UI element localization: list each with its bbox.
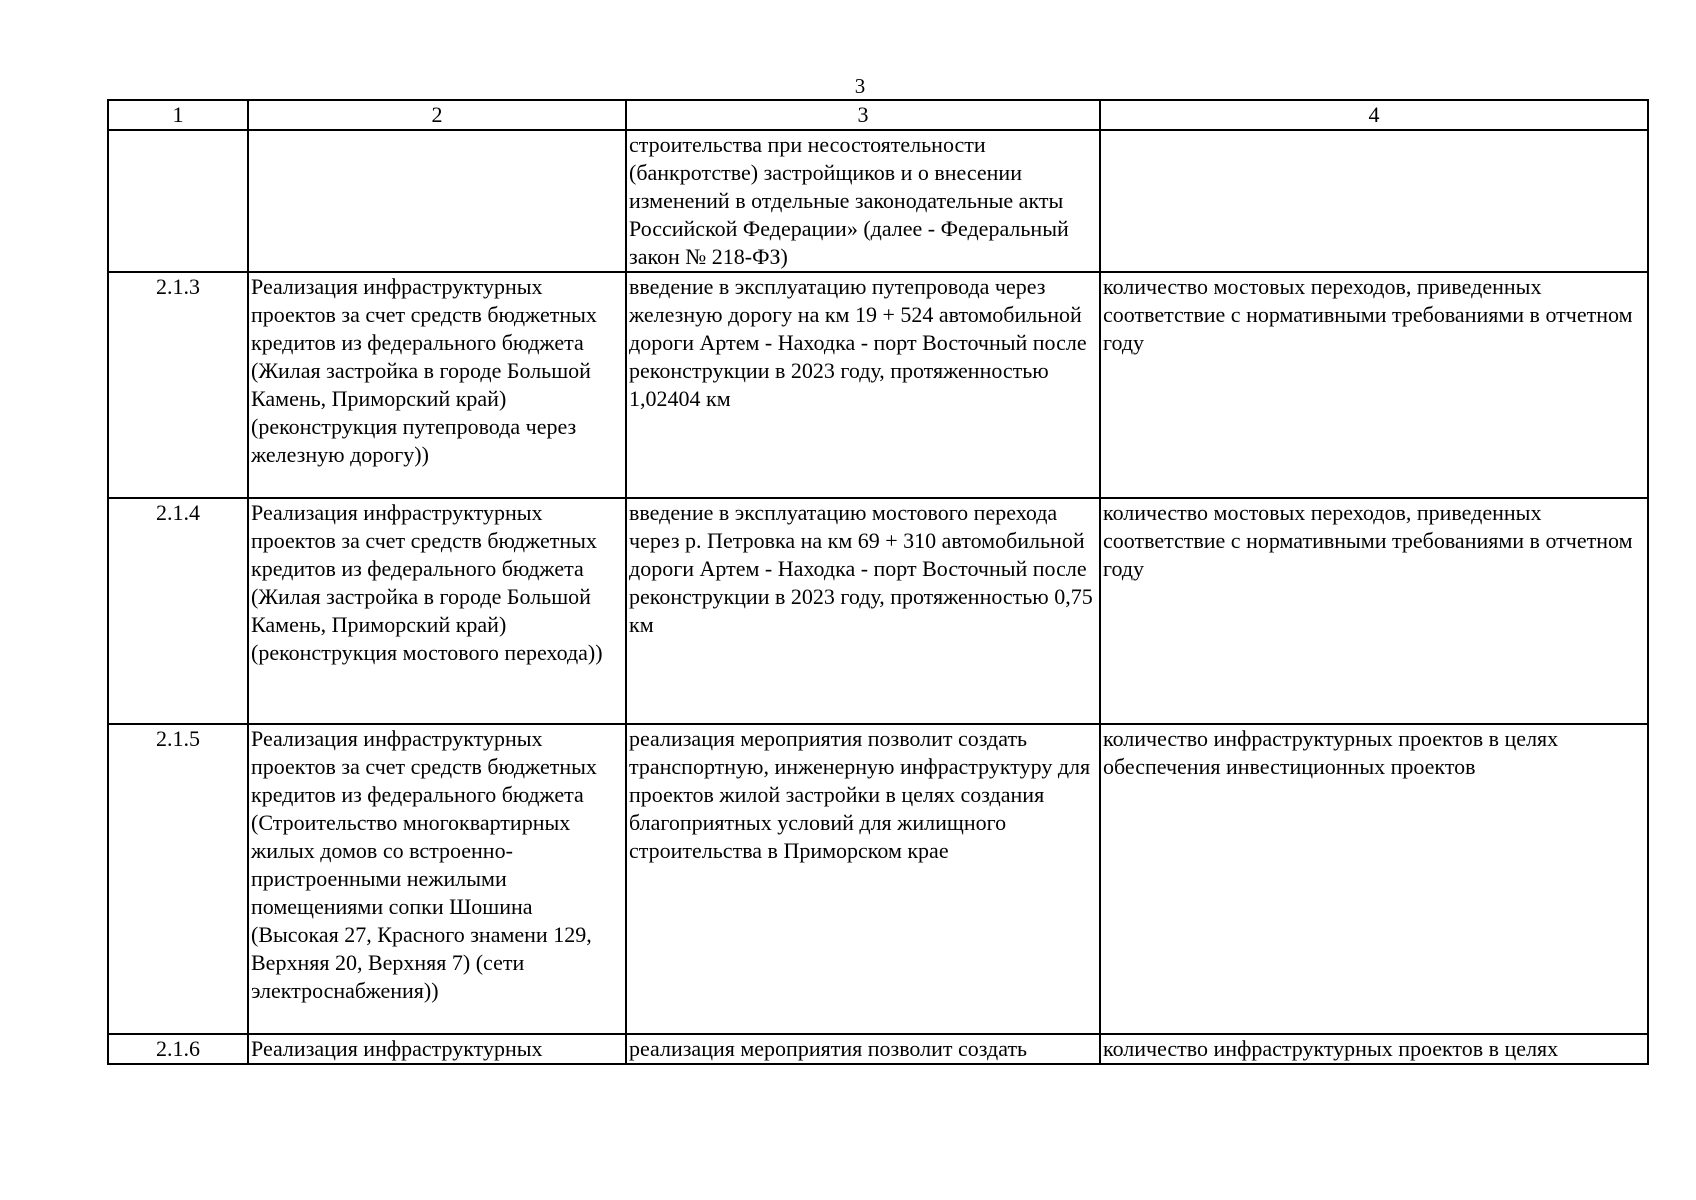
- measure-indicator: количество мостовых переходов, приведенных соответствие с нормативными требованиями в отчетном году: [1100, 498, 1648, 724]
- table-row: [108, 724, 1648, 1034]
- column-header-3: 3: [626, 100, 1100, 130]
- measure-result: введение в эксплуатацию путепровода через железную дорогу на км 19 + 524 автомобильной дороги Артем - Находка - порт Восточный после реконструкции в 2023 году, протяженностью 1,02404 км: [626, 272, 1100, 498]
- table-row: [108, 272, 1648, 498]
- measure-indicator: [1100, 130, 1648, 272]
- row-number: 2.1.5: [108, 724, 248, 1034]
- measure-name: Реализация инфраструктурных проектов за счет средств бюджетных кредитов из федерального бюджета (Строительство многоквартирных жилых домов со встроенно-пристроенными нежилыми помещениями сопки Шошина (Высокая 27, Красного знамени 129, Верхняя 20, Верхняя 7) (сети электроснабжения)): [248, 724, 626, 1034]
- measure-indicator: количество мостовых переходов, приведенных соответствие с нормативными требованиями в отчетном году: [1100, 272, 1648, 498]
- column-header-4: 4: [1100, 100, 1648, 130]
- table-header-row: [108, 100, 1648, 130]
- measure-result: введение в эксплуатацию мостового перехода через р. Петровка на км 69 + 310 автомобильной дороги Артем - Находка - порт Восточный после реконструкции в 2023 году, протяженностью 0,75 км: [626, 498, 1100, 724]
- measure-name: Реализация инфраструктурных проектов за счет средств бюджетных кредитов из федерального бюджета (Жилая застройка в городе Большой Камень, Приморский край) (реконструкция путепровода через железную дорогу)): [248, 272, 626, 498]
- measure-indicator: количество инфраструктурных проектов в целях: [1100, 1034, 1648, 1064]
- measure-indicator: количество инфраструктурных проектов в целях обеспечения инвестиционных проектов: [1100, 724, 1648, 1034]
- row-number: 2.1.4: [108, 498, 248, 724]
- measure-name: Реализация инфраструктурных: [248, 1034, 626, 1064]
- column-header-2: 2: [248, 100, 626, 130]
- row-number: 2.1.6: [108, 1034, 248, 1064]
- page-number: 3: [854, 74, 866, 98]
- table-row: [108, 498, 1648, 724]
- measure-result: реализация мероприятия позволит создать: [626, 1034, 1100, 1064]
- table-row: [108, 1034, 1648, 1064]
- measure-name: Реализация инфраструктурных проектов за счет средств бюджетных кредитов из федерального бюджета (Жилая застройка в городе Большой Камень, Приморский край) (реконструкция мостового перехода)): [248, 498, 626, 724]
- measures-table: [107, 99, 1649, 1065]
- table-row: [108, 130, 1648, 272]
- measure-result: реализация мероприятия позволит создать транспортную, инженерную инфраструктуру для проектов жилой застройки в целях создания благоприятных условий для жилищного строительства в Приморском крае: [626, 724, 1100, 1034]
- column-header-1: 1: [108, 100, 248, 130]
- measure-name: [248, 130, 626, 272]
- row-number: [108, 130, 248, 272]
- measure-result: строительства при несостоятельности (банкротстве) застройщиков и о внесении изменений в отдельные законодательные акты Российской Федерации» (далее - Федеральный закон № 218-ФЗ): [626, 130, 1100, 272]
- row-number: 2.1.3: [108, 272, 248, 498]
